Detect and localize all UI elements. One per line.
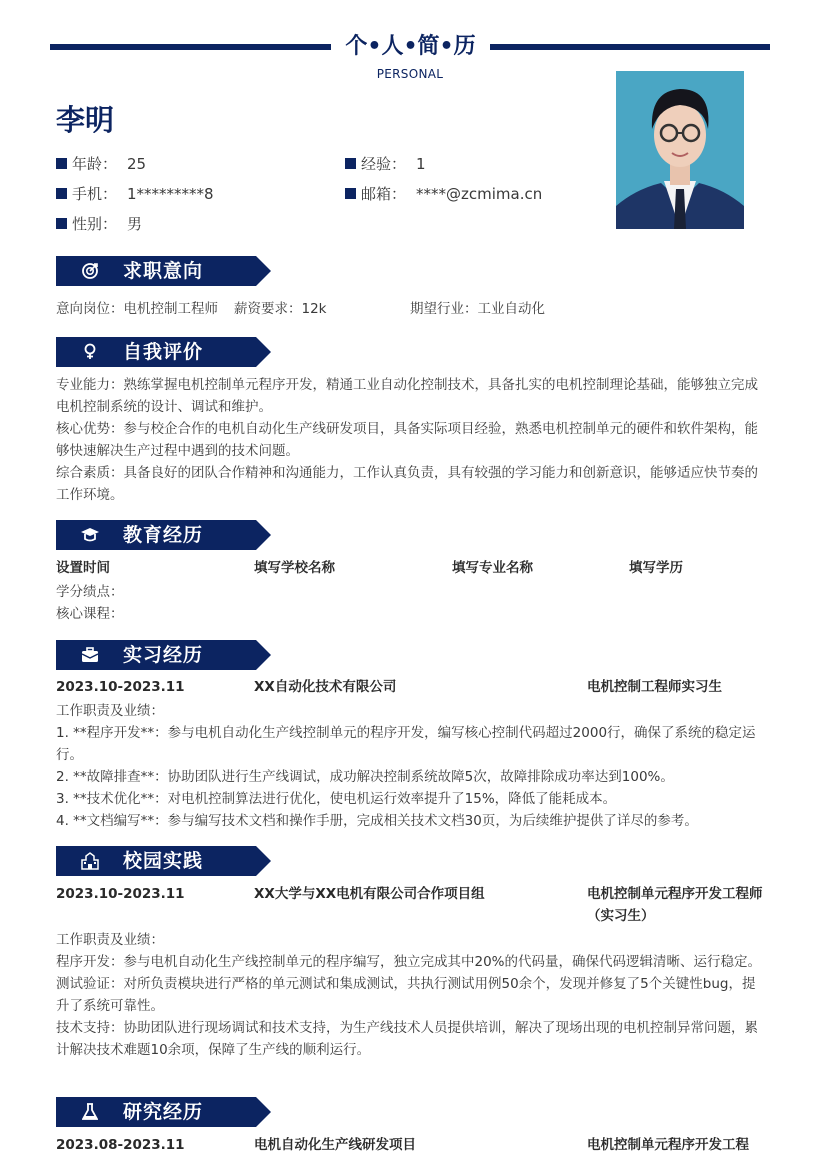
info-label: 经验：	[361, 155, 407, 173]
internship-item: 4. **文档编写**：参与编写技术文档和操作手册，完成相关技术文档30页，为后续维护提供了详尽的参考。	[56, 813, 698, 829]
candidate-name: 李明	[56, 103, 115, 137]
section-header-research	[56, 1097, 271, 1127]
education-courses: 核心课程：	[56, 606, 124, 622]
header-divider-right	[490, 44, 770, 50]
campus-org: XX大学与XX电机有限公司合作项目组	[254, 886, 485, 902]
education-gpa: 学分绩点：	[56, 584, 124, 600]
section-title: 研究经历	[123, 1101, 204, 1123]
info-value: ****@zcmima.cn	[416, 184, 543, 203]
education-degree: 填写学历	[629, 560, 683, 576]
section-header-internship	[56, 640, 271, 670]
bullet-square-icon	[56, 218, 67, 229]
internship-item: 2. **故障排查**：协助团队进行生产线调试，成功解决控制系统故障5次，故障排除成功率达到100%。	[56, 769, 674, 785]
info-label: 手机：	[72, 185, 118, 203]
self-eval-content	[56, 374, 766, 506]
internship-role: 电机控制工程师实习生	[587, 679, 722, 695]
research-time: 2023.08-2023.11	[56, 1137, 185, 1153]
bullet-square-icon	[56, 158, 67, 169]
profile-photo	[616, 71, 744, 229]
info-gender	[56, 213, 142, 234]
graduation-cap-icon	[80, 526, 100, 544]
internship-item: 3. **技术优化**：对电机控制算法进行优化，使电机运行效率提升了15%，降低了能耗成本。	[56, 791, 617, 807]
info-label: 邮箱：	[361, 185, 407, 203]
internship-content	[56, 700, 766, 832]
education-time: 设置时间	[56, 560, 110, 576]
info-email	[345, 183, 542, 204]
section-title: 自我评价	[123, 341, 204, 363]
section-title: 校园实践	[123, 850, 204, 872]
flask-icon	[80, 1103, 100, 1121]
section-title: 实习经历	[123, 644, 204, 666]
section-header-job-intent	[56, 256, 271, 286]
education-school: 填写学校名称	[254, 560, 335, 576]
internship-time: 2023.10-2023.11	[56, 679, 185, 695]
info-label: 性别：	[72, 215, 118, 233]
target-icon	[80, 262, 100, 280]
building-icon	[80, 852, 100, 870]
lightbulb-icon	[80, 343, 100, 361]
header-divider-left	[50, 44, 331, 50]
internship-item: 1. **程序开发**：参与电机自动化生产线控制单元的程序开发，编写核心控制代码超过2000行，确保了系统的稳定运行。	[56, 725, 756, 763]
info-experience	[345, 153, 426, 174]
campus-content	[56, 929, 766, 1061]
intent-industry: 期望行业：工业自动化	[410, 301, 545, 317]
section-header-self-eval	[56, 337, 271, 367]
campus-item: 测试验证：对所负责模块进行严格的单元测试和集成测试，共执行测试用例50余个，发现并修复了5个关键性bug，提升了系统可靠性。	[56, 976, 756, 1014]
bullet-square-icon	[345, 188, 356, 199]
self-eval-line: 综合素质：具备良好的团队合作精神和沟通能力，工作认真负责，具有较强的学习能力和创新意识，能够适应快节奏的工作环境。	[56, 465, 758, 503]
education-major: 填写专业名称	[452, 560, 533, 576]
intent-position: 意向岗位：电机控制工程师	[56, 301, 218, 317]
research-project: 电机自动化生产线研发项目	[254, 1137, 416, 1153]
duty-label: 工作职责及业绩：	[56, 703, 164, 719]
duty-label: 工作职责及业绩：	[56, 932, 164, 948]
section-header-campus	[56, 846, 271, 876]
briefcase-icon	[80, 646, 100, 664]
campus-item: 技术支持：协助团队进行现场调试和技术支持，为生产线技术人员提供培训，解决了现场出现的电机控制异常问题，累计解决技术难题10余项，保障了生产线的顺利运行。	[56, 1020, 758, 1058]
section-header-education	[56, 520, 271, 550]
resume-subtitle: PERSONAL	[376, 67, 444, 81]
self-eval-line: 核心优势：参与校企合作的电机自动化生产线研发项目，具备实际项目经验，熟悉电机控制单元的硬件和软件架构，能够快速解决生产过程中遇到的技术问题。	[56, 421, 758, 459]
intent-salary: 薪资要求：12k	[234, 301, 327, 317]
campus-time: 2023.10-2023.11	[56, 886, 185, 902]
resume-header	[50, 32, 770, 62]
section-title: 教育经历	[123, 524, 204, 546]
info-value: 1*********8	[127, 184, 214, 203]
info-age	[56, 153, 146, 174]
bullet-square-icon	[345, 158, 356, 169]
campus-role: 电机控制单元程序开发工程师（实习生）	[587, 886, 763, 924]
info-value: 25	[127, 154, 147, 173]
info-value: 男	[127, 215, 143, 233]
info-label: 年龄：	[72, 155, 118, 173]
research-role: 电机控制单元程序开发工程	[587, 1137, 749, 1153]
bullet-square-icon	[56, 188, 67, 199]
resume-title: 个•人•简•历	[345, 34, 476, 59]
info-phone	[56, 183, 214, 204]
internship-company: XX自动化技术有限公司	[254, 679, 397, 695]
self-eval-line: 专业能力：熟练掌握电机控制单元程序开发，精通工业自动化控制技术，具备扎实的电机控制理论基础，能够独立完成电机控制系统的设计、调试和维护。	[56, 377, 758, 415]
section-title: 求职意向	[123, 260, 204, 282]
campus-item: 程序开发：参与电机自动化生产线控制单元的程序编写，独立完成其中20%的代码量，确保代码逻辑清晰、运行稳定。	[56, 954, 762, 970]
info-value: 1	[416, 154, 426, 173]
